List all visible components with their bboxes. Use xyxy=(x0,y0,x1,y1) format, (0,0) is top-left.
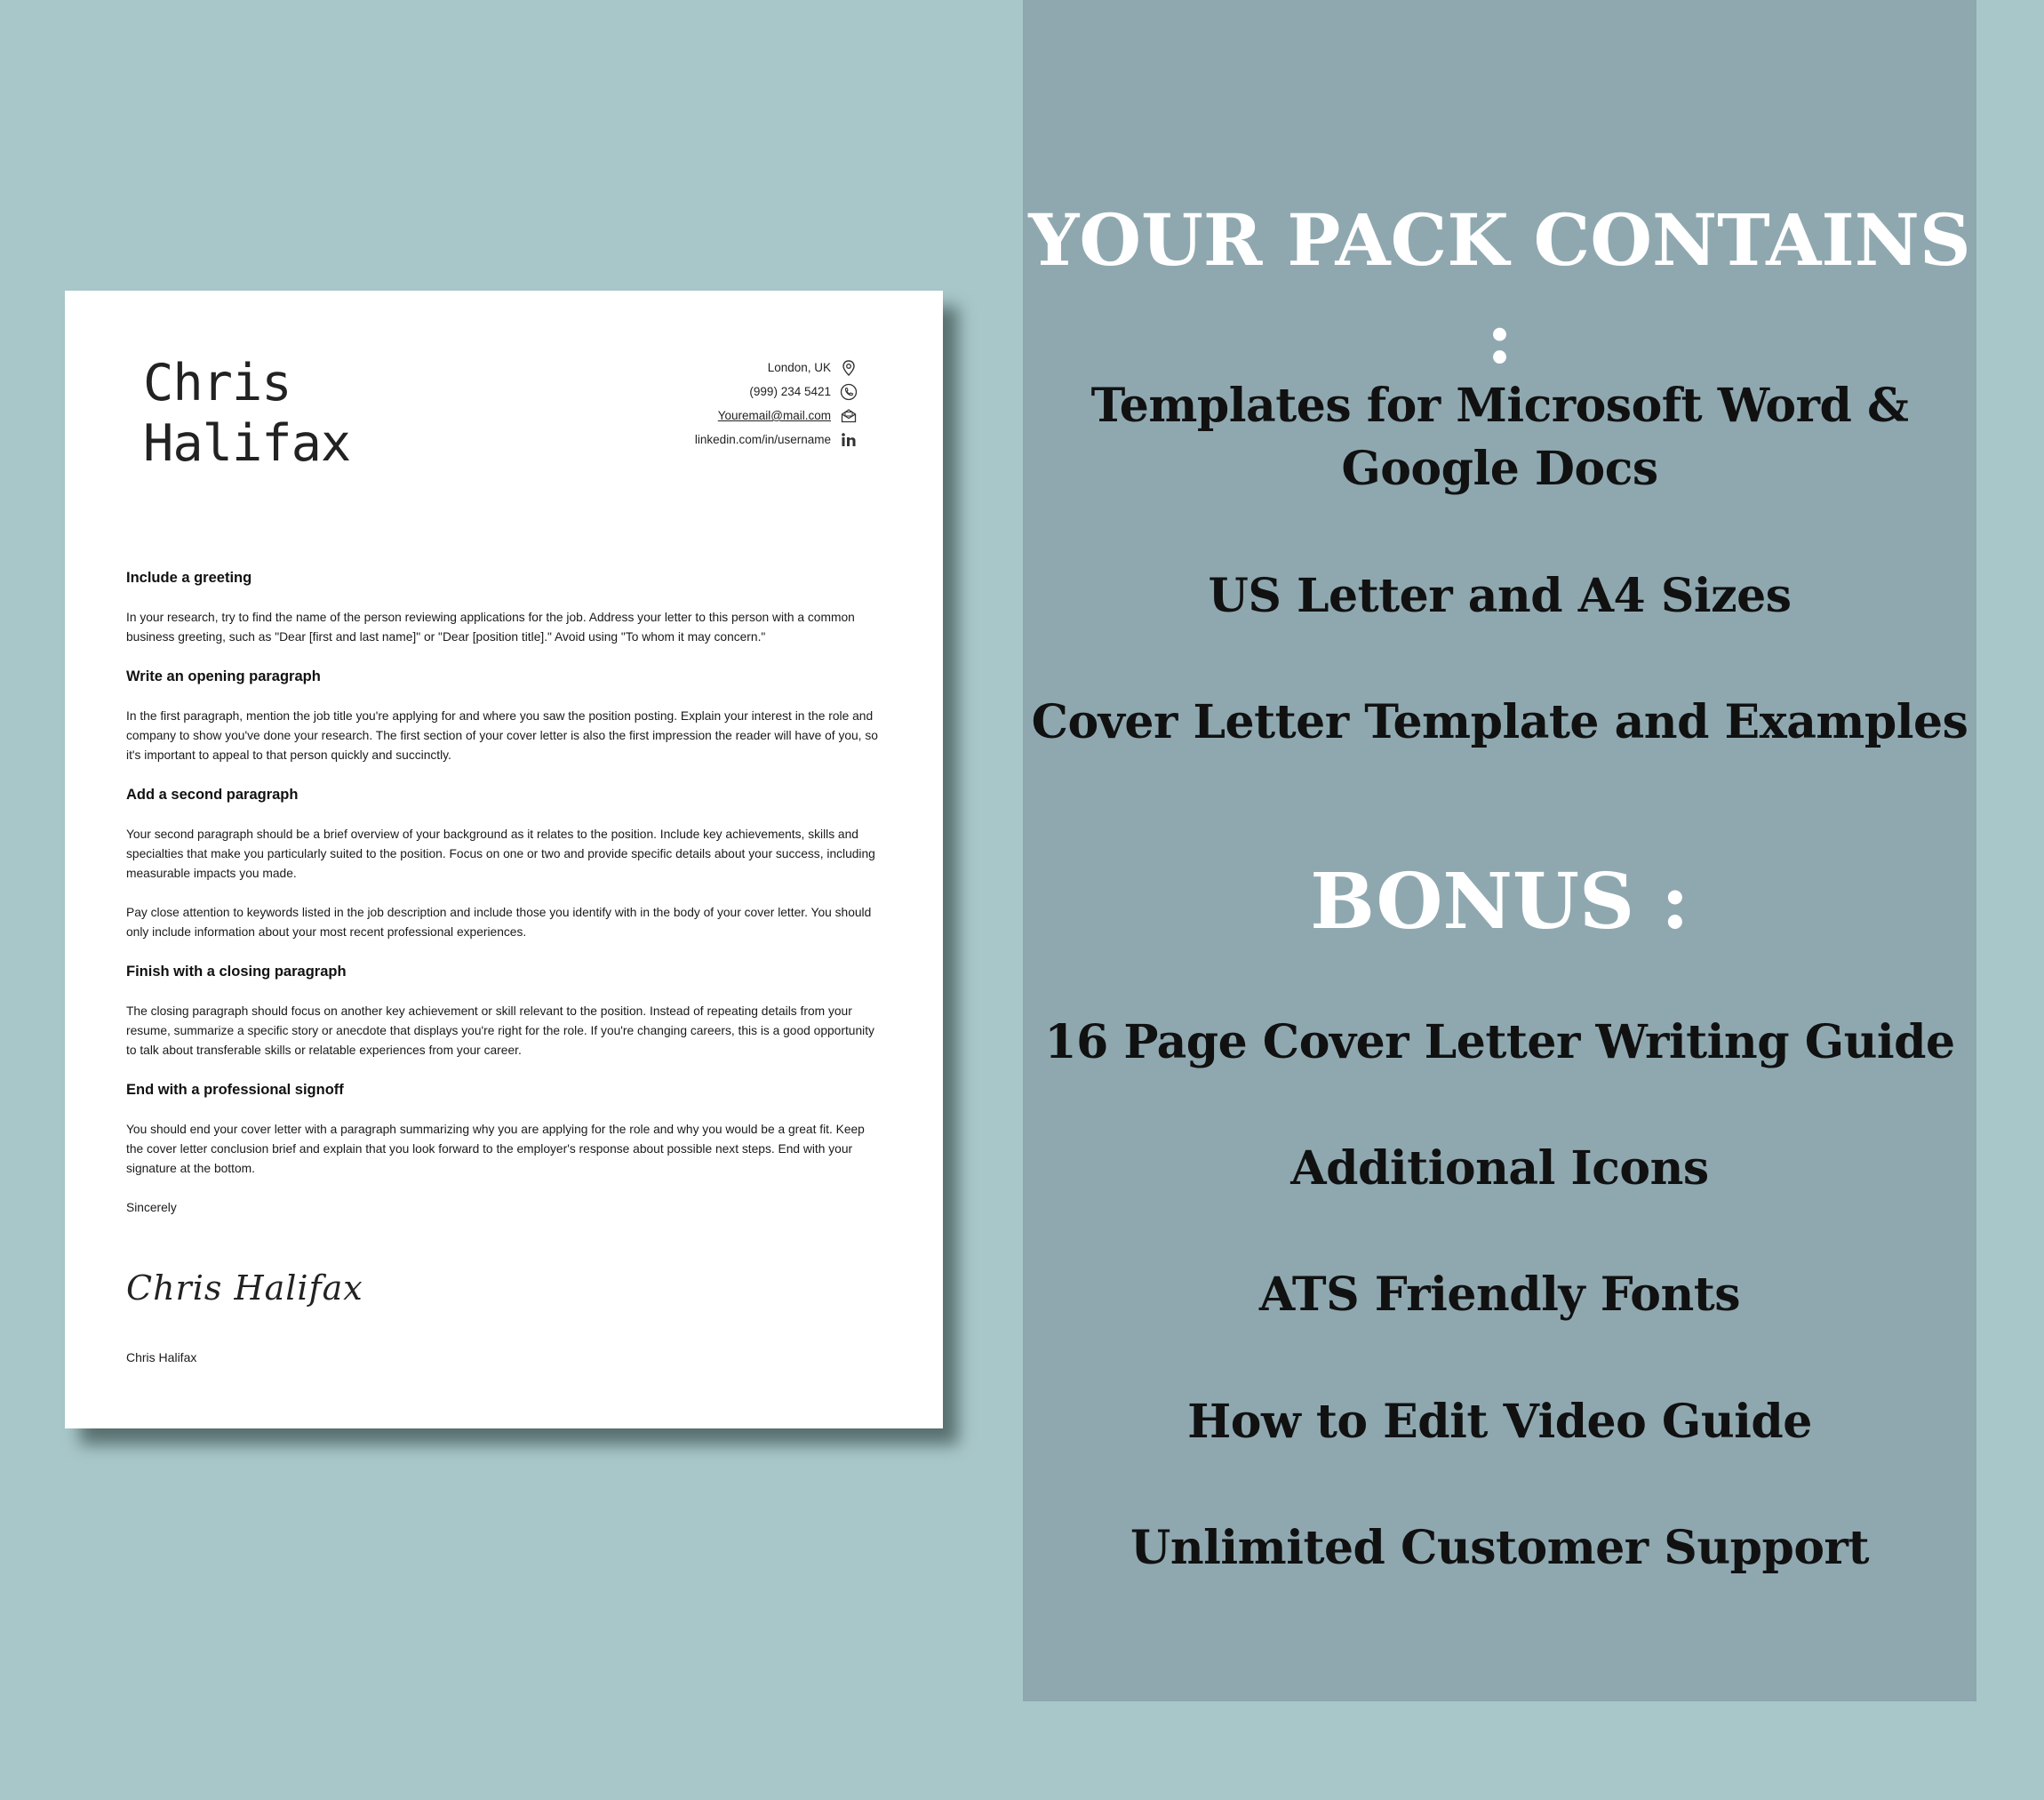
bonus-item: ATS Friendly Fonts xyxy=(1258,1268,1741,1322)
section-heading: Add a second paragraph xyxy=(126,787,299,803)
section-heading: Write an opening paragraph xyxy=(126,668,321,684)
email-icon xyxy=(840,407,858,425)
pack-item: Google Docs xyxy=(1341,442,1658,496)
bonus-item: 16 Page Cover Letter Writing Guide xyxy=(1044,1015,1955,1069)
cover-letter-document xyxy=(65,291,943,1428)
phone-icon xyxy=(840,383,858,401)
name-first: Chris xyxy=(143,354,291,412)
name-last: Halifax xyxy=(143,414,351,473)
section-paragraph: You should end your cover letter with a paragraph summarizing why you are applying for the role and why you would be a great fit. Keep the cover letter conclusion brief and explain that you look forward to the employer's response about possible next steps. End with your signature at the bottom. xyxy=(126,1123,865,1175)
bonus-heading: BONUS : xyxy=(1310,857,1689,947)
section-paragraph: Pay close attention to keywords listed in the job description and include those you identify with in the body of your cover letter. You should only include information about your most recent professional experiences. xyxy=(126,906,872,939)
contact-block xyxy=(695,356,858,452)
closing-line: Sincerely xyxy=(126,1201,177,1214)
section-heading: Include a greeting xyxy=(126,570,252,586)
letter-name xyxy=(143,353,350,474)
bonus-item: Unlimited Customer Support xyxy=(1130,1521,1869,1575)
section-paragraph: In your research, try to find the name of the person reviewing applications for the job. Address your letter to this person with a common business greeting, such as "Dear [first and last name]" or "Dear [position title]." Avoid using "To whom it may concern." xyxy=(126,611,855,644)
bonus-item: Additional Icons xyxy=(1290,1141,1709,1196)
section-heading: End with a professional signoff xyxy=(126,1082,344,1098)
section-heading: Finish with a closing paragraph xyxy=(126,964,347,980)
pack-item: US Letter and A4 Sizes xyxy=(1208,569,1792,623)
section-paragraph: The closing paragraph should focus on another key achievement or skill relevant to the position. Instead of repeating details from your resume, summarize a specific story or anecdote that displays you're right for the role. If you're changing careers, this is a good opportunity to talk about transferable skills or relatable experiences from your career. xyxy=(126,1004,874,1057)
section-paragraph: In the first paragraph, mention the job title you're applying for and where you saw the position posting. Explain your interest in the role and company to show you've done your research. The first section of your cover letter is also the first impression the reader will have of you, so it's important to appeal to that person quickly and succinctly. xyxy=(126,709,878,762)
linkedin-icon xyxy=(840,431,858,449)
pack-item: Cover Letter Template and Examples xyxy=(1031,695,1968,749)
bonus-item: How to Edit Video Guide xyxy=(1187,1395,1812,1449)
location-text: London, UK xyxy=(767,361,831,374)
contact-phone xyxy=(695,380,858,404)
contact-email[interactable] xyxy=(695,404,858,428)
email-link[interactable]: Youremail@mail.com xyxy=(717,409,831,422)
location-pin-icon xyxy=(840,359,858,377)
pack-item: Templates for Microsoft Word & xyxy=(1090,379,1909,433)
pack-contents-panel xyxy=(1023,0,1976,1701)
signed-name: Chris Halifax xyxy=(126,1350,197,1364)
contact-location xyxy=(695,356,858,380)
pack-heading: YOUR PACK CONTAINS : xyxy=(1028,198,1971,380)
contact-linkedin[interactable] xyxy=(695,428,858,452)
phone-text: (999) 234 5421 xyxy=(749,385,831,398)
signature: Chris Halifax xyxy=(126,1268,363,1308)
letter-body xyxy=(126,568,882,1218)
section-paragraph: Your second paragraph should be a brief overview of your background as it relates to the position. Include key achievements, skills and specialties that make you particularly suited to the position. Focus on one or two and provide specific details about your success, including measurable impacts you made. xyxy=(126,828,875,880)
linkedin-text[interactable]: linkedin.com/in/username xyxy=(694,433,831,446)
